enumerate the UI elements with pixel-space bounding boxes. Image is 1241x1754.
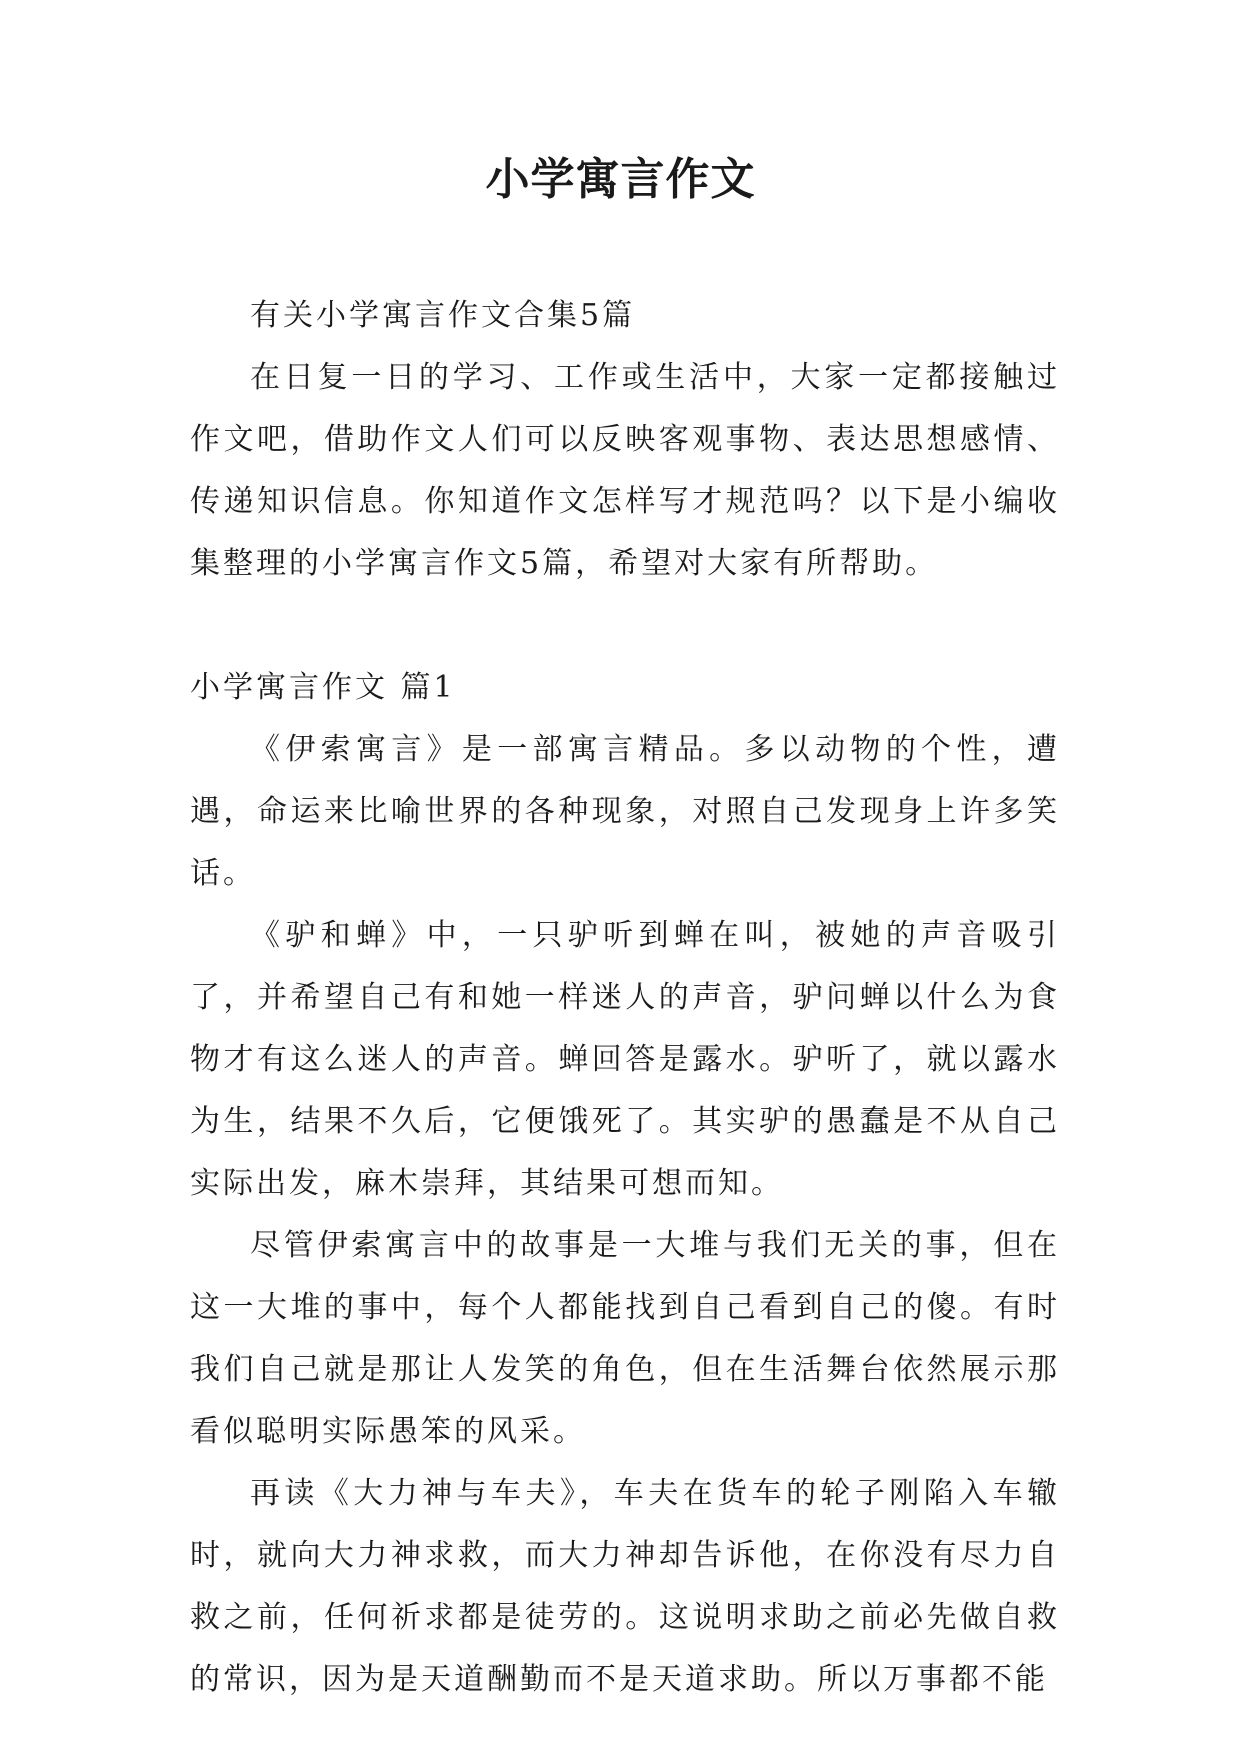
document-title: 小学寓言作文 xyxy=(485,154,756,205)
section-spacer xyxy=(190,595,1060,657)
intro-paragraph: 在日复一日的学习、工作或生活中，大家一定都接触过作文吧，借助作文人们可以反映客观事物、表达思想感情、传递知识信息。你知道作文怎样写才规范吗？以下是小编收集整理的小学寓言作文5篇，希望对大家有所帮助。 xyxy=(190,360,1060,581)
subtitle: 有关小学寓言作文合集5篇 xyxy=(250,298,636,333)
body-paragraph: 再读《大力神与车夫》，车夫在货车的轮子刚陷入车辙时，就向大力神求救，而大力神却告诉他，在你没有尽力自救之前，任何祈求都是徒劳的。这说明求助之前必先做自救的常识，因为是天道酬勤而不是天道求助。所以万事都不能 xyxy=(190,1476,1060,1697)
document-body xyxy=(190,285,1060,1711)
body-paragraph: 尽管伊索寓言中的故事是一大堆与我们无关的事，但在这一大堆的事中，每个人都能找到自己看到自己的傻。有时我们自己就是那让人发笑的角色，但在生活舞台依然展示那看似聪明实际愚笨的风采。 xyxy=(190,1228,1060,1449)
section-heading: 小学寓言作文 篇1 xyxy=(190,670,456,705)
body-paragraph: 《驴和蝉》中，一只驴听到蝉在叫，被她的声音吸引了，并希望自己有和她一样迷人的声音，驴问蝉以什么为食物才有这么迷人的声音。蝉回答是露水。驴听了，就以露水为生，结果不久后，它便饿死了。其实驴的愚蠢是不从自己实际出发，麻木崇拜，其结果可想而知。 xyxy=(190,918,1060,1201)
body-paragraph: 《伊索寓言》是一部寓言精品。多以动物的个性，遭遇，命运来比喻世界的各种现象，对照自己发现身上许多笑话。 xyxy=(190,732,1060,891)
